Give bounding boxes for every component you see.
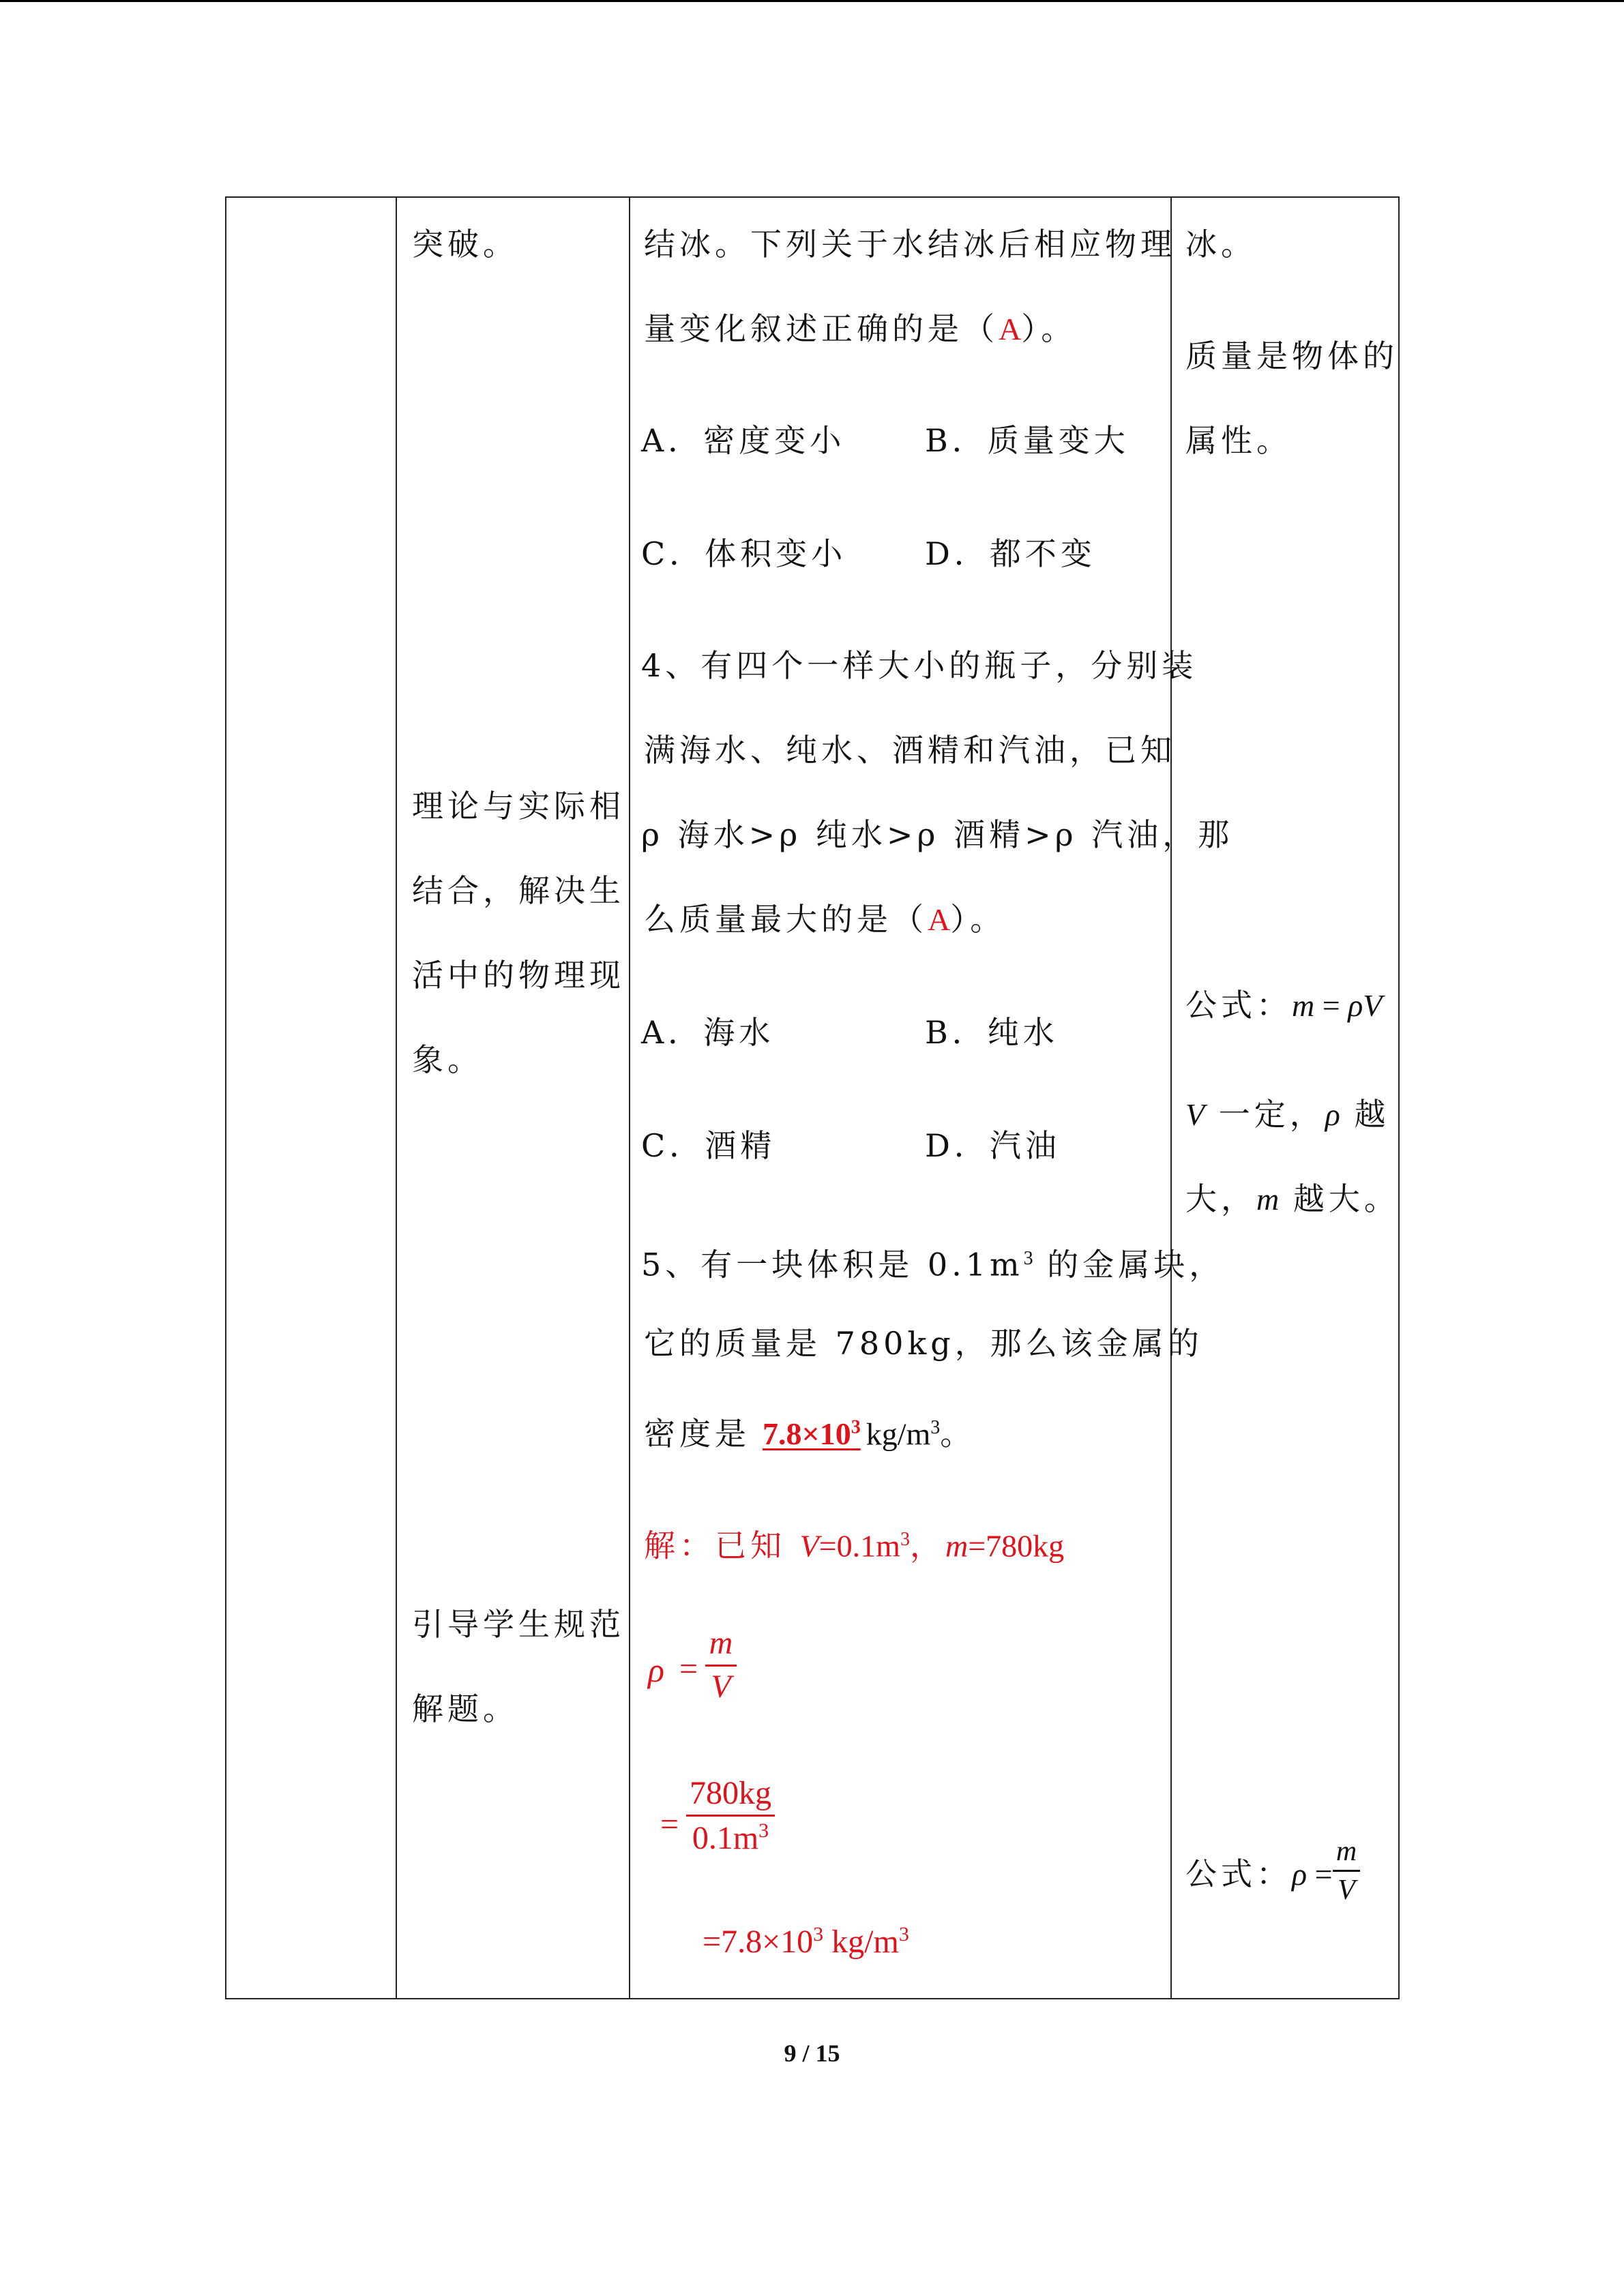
column-divider-1 <box>396 198 397 1998</box>
top-border-line <box>0 0 1624 2</box>
q4-answer: A <box>928 902 951 937</box>
q3-stem-line-1: 结冰。下列关于水结冰后相应物理 <box>644 226 1176 263</box>
solution-result: $=7.8\times 10^3$ $kg/m^3$ <box>703 1923 909 1960</box>
col4-formula-density-label: 公式：ρ = <box>1185 1855 1333 1892</box>
q4-option-a: A．海水 <box>641 1014 775 1051</box>
column-divider-3 <box>1170 198 1172 1998</box>
q4-option-d: D．汽油 <box>925 1127 1061 1164</box>
q3-answer: A <box>999 312 1022 346</box>
q3-stem-line-2: 量变化叙述正确的是（A）。 <box>644 310 1077 347</box>
col2-theory-line-3: 活中的物理现 <box>412 957 625 994</box>
q5-stem-line-1: 5、有一块体积是 $0.1m^3$ 的金属块， <box>641 1246 1225 1283</box>
col2-theory-line-2: 结合，解决生 <box>412 872 625 909</box>
q3-option-b: B．质量变大 <box>925 422 1130 459</box>
q5-stem-line-3: 密度是 $7.8\times 10^3$ $kg/m^3$。 <box>644 1415 976 1452</box>
q4-option-c: C．酒精 <box>641 1127 776 1164</box>
col4-relation-line-1: V 一定，ρ 越 <box>1185 1096 1390 1133</box>
q3-option-a: A．密度变小 <box>641 422 846 459</box>
q3-option-d: D．都不变 <box>925 535 1096 572</box>
solution-fraction-1: m V <box>705 1626 737 1705</box>
solution-equals-1: = <box>679 1651 698 1687</box>
solution-equals-2: = <box>660 1806 679 1843</box>
col4-density-fraction: m V <box>1333 1836 1360 1906</box>
col4-text-mass-property-1: 质量是物体的 <box>1185 338 1398 374</box>
q5-stem-line-2: 它的质量是 780kg，那么该金属的 <box>644 1325 1203 1362</box>
col2-theory-line-4: 象。 <box>412 1041 483 1078</box>
q4-stem-line-3: ρ 海水>ρ 纯水>ρ 酒精>ρ 汽油，那 <box>641 816 1234 853</box>
q5-answer: $7.8\times 10^3$ <box>763 1416 861 1452</box>
column-divider-2 <box>629 198 630 1998</box>
solution-fraction-2: 780kg $0.1m^3$ <box>686 1776 775 1857</box>
col2-text-breakthrough: 突破。 <box>412 226 518 263</box>
col2-guide-line-1: 引导学生规范 <box>412 1606 625 1643</box>
col4-text-mass-property-2: 属性。 <box>1185 422 1292 459</box>
q4-option-b: B．纯水 <box>925 1014 1059 1051</box>
col4-formula-mass: 公式：m = ρV <box>1185 987 1383 1024</box>
q4-stem-line-4: 么质量最大的是（A）。 <box>644 901 1006 938</box>
q4-stem-line-1: 4、有四个一样大小的瓶子，分别装 <box>641 647 1198 684</box>
q3-option-c: C．体积变小 <box>641 535 847 572</box>
col2-guide-line-2: 解题。 <box>412 1690 518 1727</box>
col4-text-ice: 冰。 <box>1185 226 1256 263</box>
solution-rho-symbol: ρ <box>648 1651 664 1689</box>
solution-given-line: 解：已知 $V=0.1m^3$，m=780kg <box>644 1527 1065 1564</box>
page-number: 9 / 15 <box>784 2040 840 2067</box>
col2-theory-line-1: 理论与实际相 <box>412 788 625 824</box>
col4-relation-line-2: 大，m 越大。 <box>1185 1180 1400 1217</box>
q4-stem-line-2: 满海水、纯水、酒精和汽油，已知 <box>644 732 1176 769</box>
